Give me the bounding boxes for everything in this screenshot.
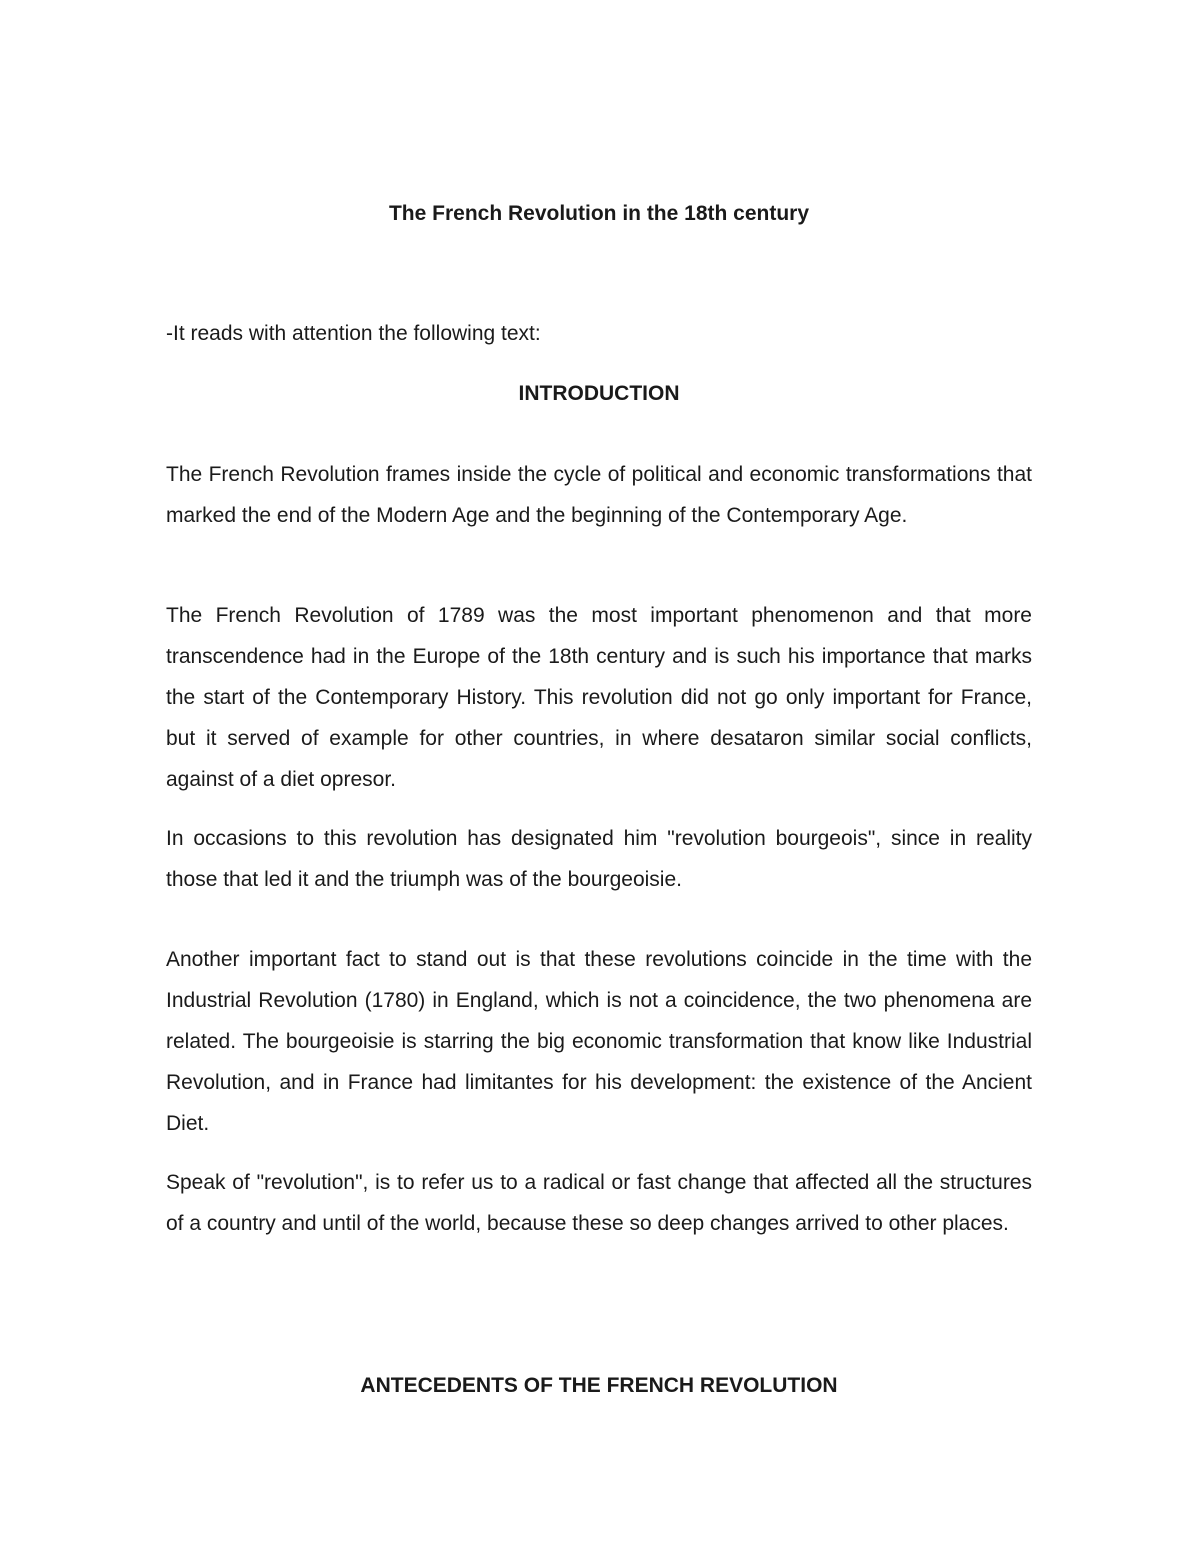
paragraph: The French Revolution of 1789 was the most important phenomenon and that more transcendence had in the Europe of the 18th century and is such his importance that marks the start of the Contemporary History. This revolution did not go only important for France, but it served of example for other countries, in where desataron similar social conflicts, against of a diet opresor. — [166, 604, 1032, 791]
document-title: The French Revolution in the 18th century — [388, 202, 810, 225]
section-heading-introduction: INTRODUCTION — [518, 382, 680, 405]
paragraph: The French Revolution frames inside the cycle of political and economic transformations that marked the end of the Modern Age and the beginning of the Contemporary Age. — [166, 463, 1032, 527]
paragraph: In occasions to this revolution has designated him "revolution bourgeois", since in reality those that led it and the triumph was of the bourgeoisie. — [166, 827, 1032, 891]
paragraph: Speak of "revolution", is to refer us to a radical or fast change that affected all the structures of a country and until of the world, because these so deep changes arrived to other places. — [166, 1171, 1032, 1235]
section-heading-antecedents: ANTECEDENTS OF THE FRENCH REVOLUTION — [360, 1374, 838, 1397]
instruction-text: -It reads with attention the following text: — [166, 322, 541, 345]
paragraph: Another important fact to stand out is that these revolutions coincide in the time with the Industrial Revolution (1780) in England, which is not a coincidence, the two phenomena are related. The bourgeoisie is starring the big economic transformation that know like Industrial Revolution, and in France had limitantes for his development: the existence of the Ancient Diet. — [166, 948, 1032, 1135]
